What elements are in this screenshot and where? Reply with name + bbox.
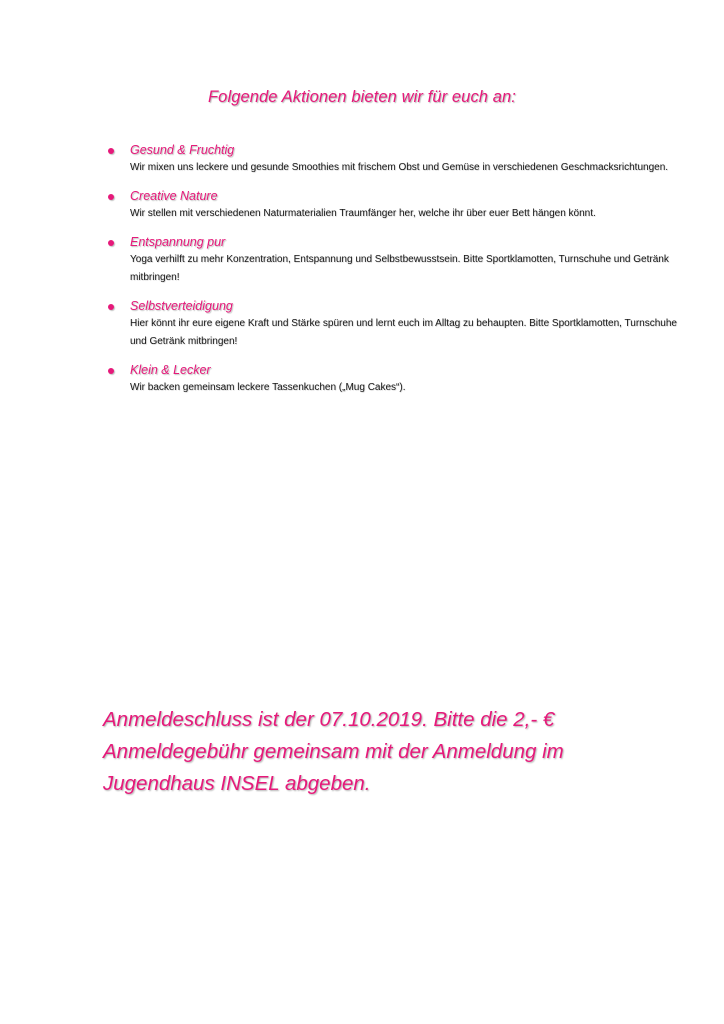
list-item — [106, 298, 686, 351]
page-heading: Folgende Aktionen bieten wir für euch an: — [207, 88, 516, 106]
activity-description: Wir mixen uns leckere und gesunde Smoothies mit frischem Obst und Gemüse in verschiedenen Geschmacksrichtungen. — [130, 162, 669, 173]
activity-description: Wir stellen mit verschiedenen Naturmaterialien Traumfänger her, welche ihr über euer Bett hängen könnt. — [130, 208, 596, 219]
bullet-icon — [108, 368, 114, 374]
activity-title: Creative Nature — [130, 189, 218, 203]
activity-description: Hier könnt ihr eure eigene Kraft und Stärke spüren und lernt euch im Alltag zu behaupten. Bitte Sportklamotten, Turnschuhe und Getränk mitbringen! — [130, 318, 677, 347]
registration-notice: Anmeldeschluss ist der 07.10.2019. Bitte die 2,- € Anmeldegebühr gemeinsam mit der Anmeldung im Jugendhaus INSEL abgeben. — [103, 708, 564, 795]
bullet-icon — [108, 148, 114, 154]
activity-description: Wir backen gemeinsam leckere Tassenkuchen („Mug Cakes“). — [130, 382, 406, 393]
bullet-icon — [108, 304, 114, 310]
list-item — [106, 362, 686, 397]
activity-title: Selbstverteidigung — [130, 299, 233, 313]
bullet-icon — [108, 240, 114, 246]
activity-list — [106, 142, 686, 408]
bullet-icon — [108, 194, 114, 200]
activity-description: Yoga verhilft zu mehr Konzentration, Entspannung und Selbstbewusstsein. Bitte Sportklamotten, Turnschuhe und Getränk mitbringen! — [130, 254, 669, 283]
list-item — [106, 234, 686, 287]
activity-title: Gesund & Fruchtig — [130, 143, 235, 157]
list-item — [106, 142, 686, 177]
activity-title: Klein & Lecker — [130, 363, 211, 377]
list-item — [106, 188, 686, 223]
activity-title: Entspannung pur — [130, 235, 226, 249]
